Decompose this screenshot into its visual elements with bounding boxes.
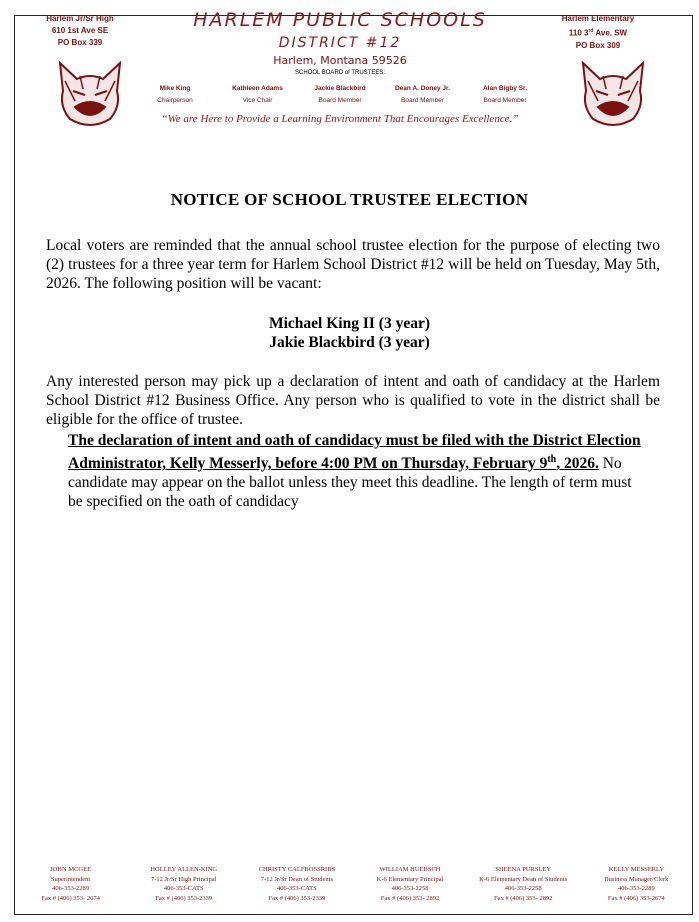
text: CHRISTY CALFBOSSRIBS [258,866,336,873]
text: Fax # (406) 353-2339 [155,894,213,902]
text: Dean A. Doney Jr. [394,85,451,92]
notice-paragraph-1: Local voters are reminded that the annual school trustee election for the purpose of electing two (2) trustees for a three year term for Harlem School District #12 will be held on Tuesday, May 5th, 2026. The following position will be vacant: [46,237,660,292]
letterhead-title: HARLEM PUBLIC SCHOOLS [193,9,487,31]
board-list [135,83,545,107]
wildcat-logo-icon [578,61,648,127]
staff-contact [581,865,691,903]
staff-contact [468,865,578,903]
position: Jakie Blackbird (3 year) [269,334,430,351]
text: , 2026. [556,455,599,473]
text: Superintendent [50,875,91,883]
text: 406-353-2289 [52,885,89,892]
staff-footer [14,865,693,903]
high-school-address [25,13,135,49]
text: Business Manager/Clerk [604,875,669,883]
text: Alan Bigby Sr. [482,85,528,92]
text: JOHN MCGEE [50,866,92,873]
elementary-address [543,13,653,52]
text: KELLY MESSERLY [608,866,665,873]
text: No candidate may appear on the ballot unless they meet this deadline. The length of term must be specified on the oath of candidacy [68,455,632,511]
text: WILLIAM HUEBSCH [379,866,441,873]
text: 406-353-2289 [617,885,655,892]
board-member [300,83,380,107]
vacant-positions [0,314,699,352]
text: The declaration of intent and oath of candidacy must be filed with the District Election Administrator, Kelly Messerly, before 4:00 PM on Thursday, February 9 [68,432,641,473]
position: Michael King II (3 year) [268,315,430,332]
text: Mike King [159,85,191,92]
staff-contact [129,865,239,903]
text: SHEENA PURSLEY [495,866,552,873]
text: Board Member [401,97,444,104]
board-member [383,83,463,107]
letterhead-district: DISTRICT #12 [278,35,402,51]
school-pobox: PO Box 309 [575,40,621,50]
staff-contact [16,865,126,903]
text: K-6 Elementary Dean of Students [479,875,568,883]
notice-paragraph-3 [68,431,648,511]
text: 7-12 Jr/Sr High Principal [150,875,217,883]
text: 406-353-CATS [277,885,317,892]
text: Vice Chair [242,97,273,104]
motto: “We are Here to Provide a Learning Environment That Encourages Excellence.” [161,113,519,125]
text: Jackie Blackbird [314,85,366,92]
text: Kathleen Adams [232,85,283,92]
staff-contact [242,865,352,903]
board-member [135,83,215,107]
text: 406-353-CATS [163,885,204,892]
text: Board Member [318,97,362,104]
school-street: 610 1st Ave SE [51,26,109,35]
school-street: 110 3rd Ave. SW [568,28,628,38]
text: 406-353-2258 [504,885,542,892]
letterhead-city: Harlem, Montana 59526 [273,54,407,67]
text: Board Member [483,97,527,104]
notice-title: NOTICE OF SCHOOL TRUSTEE ELECTION [170,190,529,209]
school-name: Harlem Jr/Sr High [46,14,114,23]
staff-contact [355,865,465,903]
board-member [465,83,545,107]
text: K-6 Elementary Principal [376,875,444,883]
text: Chairperson [157,97,193,104]
text: Fax # (406) 353- 2674 [41,894,100,902]
school-pobox: PO Box 339 [57,38,103,47]
text: 406-353-2258 [391,885,429,892]
text: th [547,454,557,465]
text: Fax # (406) 353- 2892 [380,894,440,902]
board-member [218,83,298,107]
board-label: SCHOOL BOARD of TRUSTEES: [294,70,386,76]
text: 7-12 Jr/Sr Dean of Students [260,875,333,883]
notice-paragraph-2: Any interested person may pick up a declaration of intent and oath of candidacy at the Harlem School District #12 Business Office. Any person who is qualified to vote in the district shall be eligible for the office of trustee. [46,373,660,428]
text: HOLLEY ALLEN-KING [150,866,218,873]
text: Fax # (406) 353-2339 [268,894,326,902]
text: Fax # (406) 353- 2892 [493,894,553,902]
school-name: Harlem Elementary [561,14,635,23]
text: Fax # (406) 353-2674 [607,894,665,902]
